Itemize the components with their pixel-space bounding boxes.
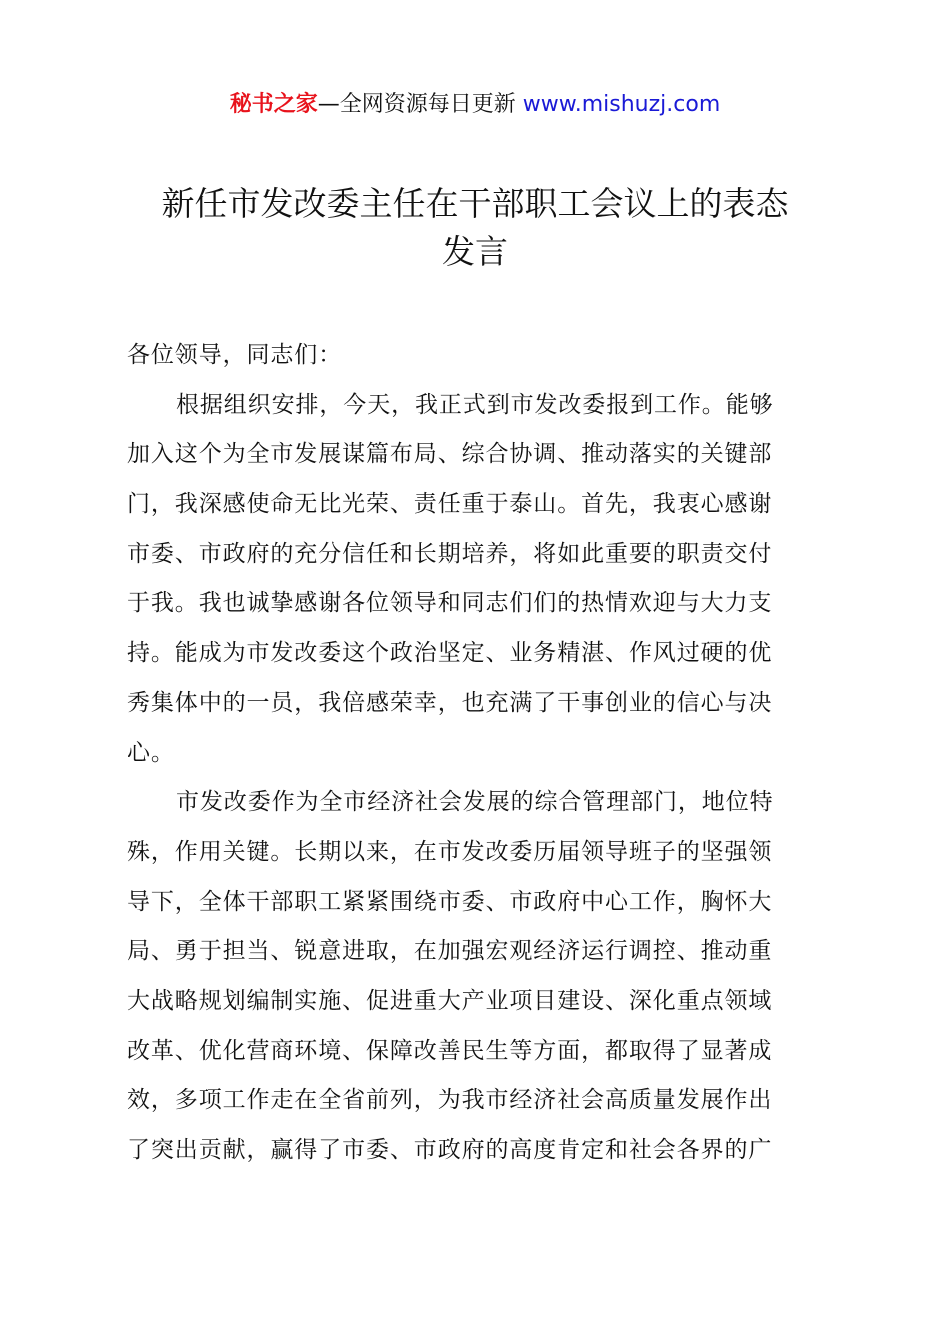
paragraph [127, 778, 837, 1176]
text-line: 门，我深感使命无比光荣、责任重于泰山。首先，我衷心感谢 [127, 491, 773, 518]
text-line: 心。 [127, 739, 175, 766]
document-body [127, 331, 837, 1176]
document-title [0, 180, 950, 276]
site-url-link[interactable]: www.mishuzj.com [522, 92, 721, 117]
text-line: 了突出贡献，赢得了市委、市政府的高度肯定和社会各界的广 [127, 1137, 773, 1163]
title-line: 发言 [442, 232, 508, 271]
slogan: —全网资源每日更新 [317, 92, 516, 117]
text-line: 秀集体中的一员，我倍感荣幸，也充满了干事创业的信心与决 [127, 689, 773, 716]
text-line: 于我。我也诚挚感谢各位领导和同志们们的热情欢迎与大力支 [127, 590, 773, 617]
text-line: 市发改委作为全市经济社会发展的综合管理部门，地位特 [176, 789, 774, 816]
text-line: 效，多项工作走在全省前列，为我市经济社会高质量发展作出 [127, 1087, 773, 1114]
text-line: 殊，作用关键。长期以来，在市发改委历届领导班子的坚强领 [127, 838, 773, 865]
paragraph [127, 381, 837, 779]
text-line: 改革、优化营商环境、保障改善民生等方面，都取得了显著成 [127, 1037, 773, 1064]
text-line: 大战略规划编制实施、促进重大产业项目建设、深化重点领域 [127, 987, 773, 1014]
site-header [0, 88, 950, 122]
text-line: 根据组织安排，今天，我正式到市发改委报到工作。能够 [176, 391, 774, 418]
text-line: 持。能成为市发改委这个政治坚定、业务精湛、作风过硬的优 [127, 640, 773, 667]
text-line: 加入这个为全市发展谋篇布局、综合协调、推动落实的关键部 [127, 441, 773, 468]
title-line: 新任市发改委主任在干部职工会议上的表态 [161, 184, 789, 223]
brand-name: 秘书之家 [229, 92, 318, 117]
text-line: 局、勇于担当、锐意进取，在加强宏观经济运行调控、推动重 [127, 938, 773, 965]
text-line: 市委、市政府的充分信任和长期培养，将如此重要的职责交付 [127, 540, 773, 567]
salutation: 各位领导，同志们： [127, 342, 343, 368]
text-line: 导下，全体干部职工紧紧围绕市委、市政府中心工作，胸怀大 [127, 888, 773, 915]
